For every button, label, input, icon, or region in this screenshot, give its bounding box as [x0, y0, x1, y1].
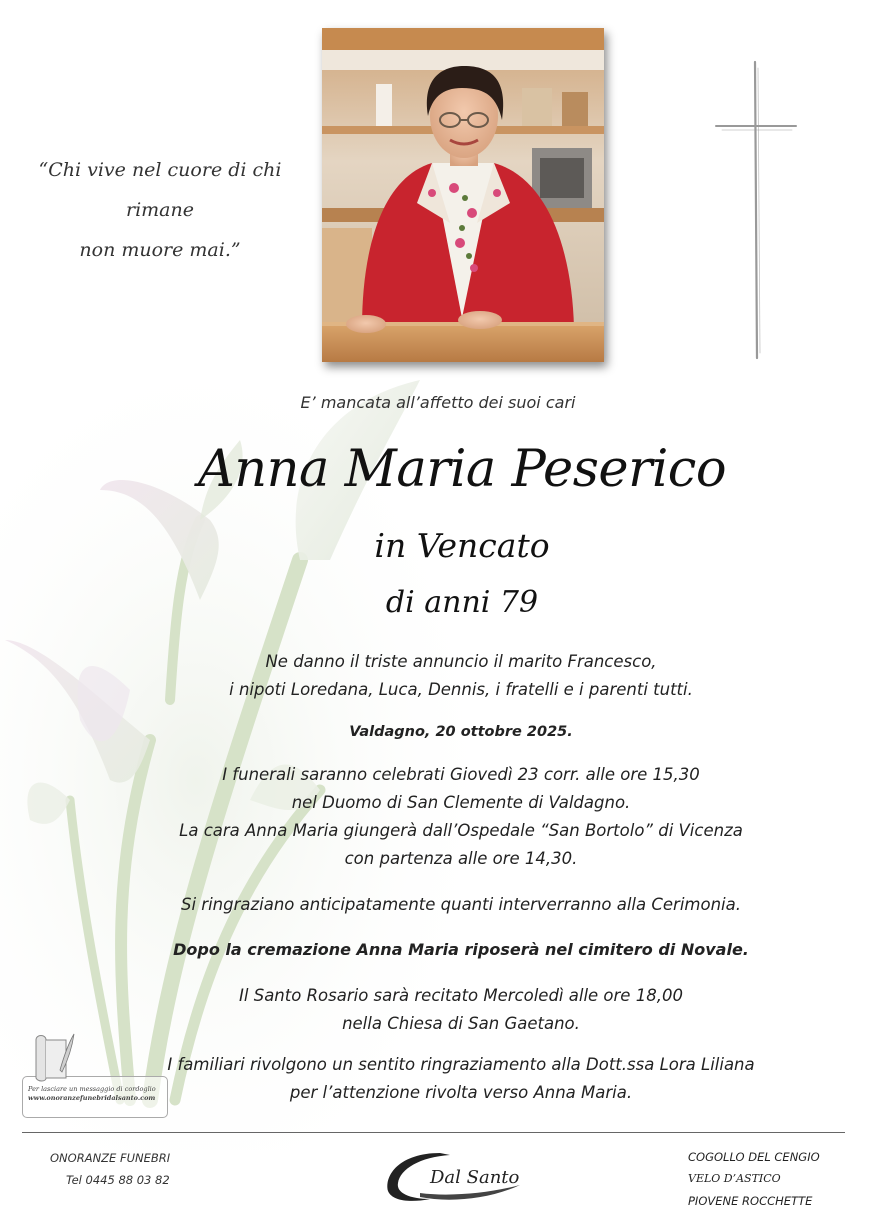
- text-line: Il Santo Rosario sarà recitato Mercoledì alle ore 18,00: [239, 986, 683, 1005]
- location-line: PIOVENE ROCCHETTE: [688, 1194, 813, 1208]
- age-line: di anni 79: [385, 585, 539, 620]
- footer-divider: [22, 1132, 845, 1133]
- locations-info: [688, 1146, 820, 1212]
- rosary-details: [0, 982, 876, 1038]
- date-line: Valdagno, 20 ottobre 2025.: [349, 724, 573, 740]
- text-line: con partenza alle ore 14,30.: [344, 849, 578, 868]
- text-line: La cara Anna Maria giungerà dall’Ospedale “San Bortolo” di Vicenza: [179, 821, 743, 840]
- text-line: per l’attenzione rivolta verso Anna Maria.: [289, 1083, 633, 1102]
- cross-icon: [700, 58, 810, 363]
- announcement-intro: E’ mancata all’affetto dei suoi cari: [300, 393, 576, 412]
- deceased-name: Anna Maria Peserico: [197, 440, 727, 499]
- logo-text: Dal Santo: [430, 1167, 520, 1188]
- portrait-image: [322, 28, 604, 362]
- quote-line-1: “Chi vive nel cuore di chi rimane: [38, 159, 282, 221]
- funeral-details: [0, 761, 876, 873]
- text-line: I familiari rivolgono un sentito ringraziamento alla Dott.ssa Lora Liliana: [167, 1055, 755, 1074]
- scroll-quill-icon: [30, 1030, 76, 1084]
- cremation-line: Dopo la cremazione Anna Maria riposerà nel cimitero di Novale.: [173, 940, 749, 959]
- message-label: Per lasciare un messaggio di cordoglio: [28, 1085, 156, 1093]
- portrait-photo: [322, 28, 604, 362]
- text-line: I funerali saranno celebrati Giovedì 23 corr. alle ore 15,30: [222, 765, 700, 784]
- text-line: i nipoti Loredana, Luca, Dennis, i fratelli e i parenti tutti.: [229, 680, 693, 699]
- location-line: COGOLLO DEL CENGIO: [688, 1150, 820, 1164]
- thanks-line: Si ringraziano anticipatamente quanti interverranno alla Cerimonia.: [181, 895, 741, 914]
- funeral-home-title: ONORANZE FUNEBRI: [50, 1151, 171, 1165]
- family-announcement: [0, 648, 876, 704]
- logo-swoosh-icon: [380, 1145, 525, 1207]
- dal-santo-logo: [380, 1145, 525, 1207]
- quote-line-2: non muore mai.”: [79, 239, 241, 261]
- condolence-message-text[interactable]: [28, 1085, 164, 1103]
- text-line: nella Chiesa di San Gaetano.: [342, 1014, 580, 1033]
- message-link[interactable]: www.onoranzefunebridalsanto.com: [28, 1094, 156, 1102]
- location-line: VELO D’ASTICO: [688, 1172, 781, 1185]
- funeral-home-info: [50, 1147, 170, 1191]
- text-line: Ne danno il triste annuncio il marito Francesco,: [265, 652, 657, 671]
- memorial-quote: [10, 150, 310, 270]
- funeral-home-phone: Tel 0445 88 03 82: [66, 1173, 170, 1187]
- text-line: nel Duomo di San Clemente di Valdagno.: [291, 793, 631, 812]
- married-name: in Vencato: [374, 526, 550, 565]
